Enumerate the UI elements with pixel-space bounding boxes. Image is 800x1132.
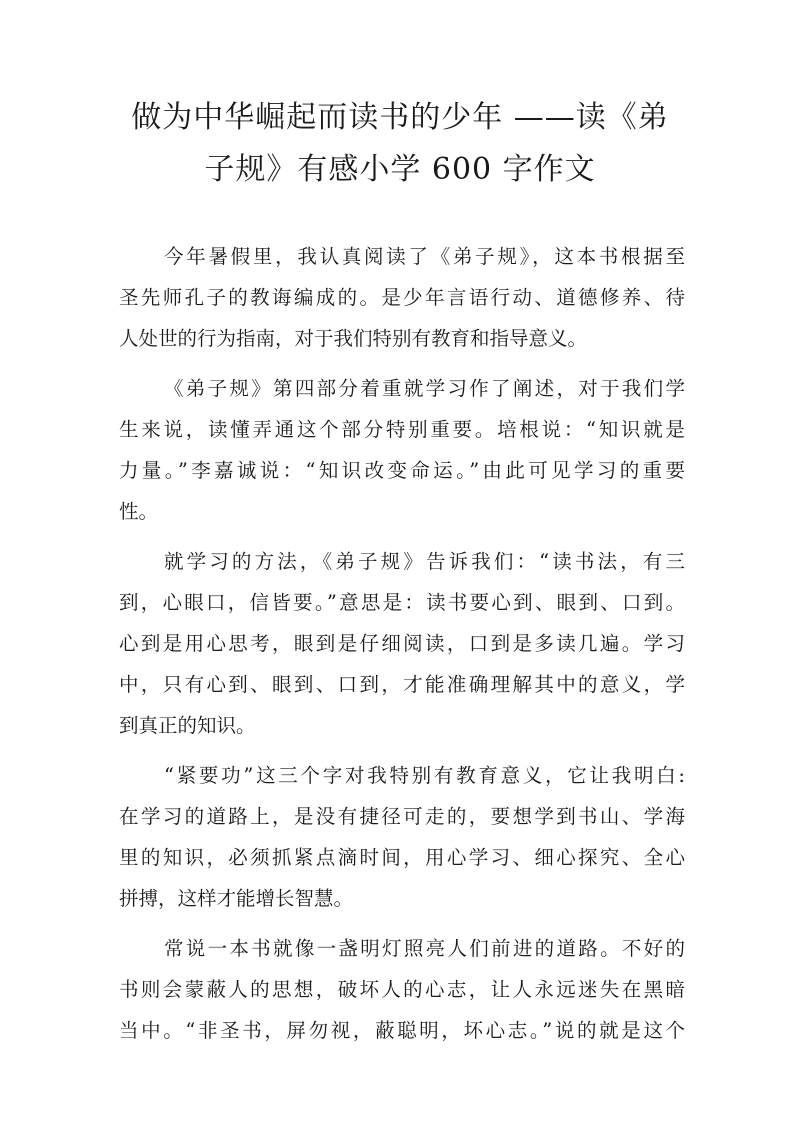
paragraph-line: 在学习的道路上，是没有捷径可走的，要想学到书山、学海: [119, 805, 685, 828]
paragraph-line: 里的知识，必须抓紧点滴时间，用心学习、细心探究、全心: [119, 846, 685, 869]
paragraph-line: 《弟子规》第四部分着重就学习作了阐述，对于我们学: [164, 377, 685, 400]
paragraph-line: 书则会蒙蔽人的思想，破坏人的心志，让人永远迷失在黑暗: [119, 978, 685, 1001]
paragraph: [119, 541, 685, 746]
paragraph-line: 心到是用心思考，眼到是仔细阅读，口到是多读几遍。学习: [119, 632, 685, 655]
paragraph: [119, 368, 685, 532]
paragraph-line: 到，心眼口，信皆要。”意思是：读书要心到、眼到、口到。: [119, 591, 685, 614]
paragraph-line: 到真正的知识。: [119, 714, 256, 737]
paragraph-line: 人处世的行为指南，对于我们特别有教育和指导意义。: [119, 327, 588, 350]
paragraph-line: 力量。”李嘉诚说：“知识改变命运。”由此可见学习的重要: [119, 459, 685, 482]
document-body: [119, 236, 685, 1060]
title-line: 子规》有感小学 600 字作文: [204, 152, 596, 187]
paragraph-line: “紧要功”这三个字对我特别有教育意义，它让我明白:: [164, 764, 685, 787]
paragraph-line: 生来说，读懂弄通这个部分特别重要。培根说：“知识就是: [119, 418, 685, 441]
paragraph-line: 性。: [119, 500, 159, 523]
paragraph-line: 拼搏，这样才能增长智慧。: [119, 887, 354, 910]
document-title: [100, 92, 700, 196]
paragraph-line: 今年暑假里，我认真阅读了《弟子规》，这本书根据至: [164, 245, 685, 268]
paragraph-line: 中，只有心到、眼到、口到，才能准确理解其中的意义，学: [119, 673, 685, 696]
paragraph-line: 常说一本书就像一盏明灯照亮人们前进的道路。不好的: [164, 937, 685, 960]
paragraph-line: 当中。“非圣书，屏勿视，蔽聪明，坏心志。”说的就是这个: [119, 1019, 685, 1042]
paragraph: [119, 755, 685, 919]
paragraph: [119, 236, 685, 359]
title-line: 做为中华崛起而读书的少年 ——读《弟: [131, 100, 669, 135]
paragraph: [119, 928, 685, 1051]
paragraph-line: 圣先师孔子的教诲编成的。是少年言语行动、道德修养、待: [119, 286, 685, 309]
paragraph-line: 就学习的方法，《弟子规》告诉我们：“读书法，有三: [164, 550, 685, 573]
